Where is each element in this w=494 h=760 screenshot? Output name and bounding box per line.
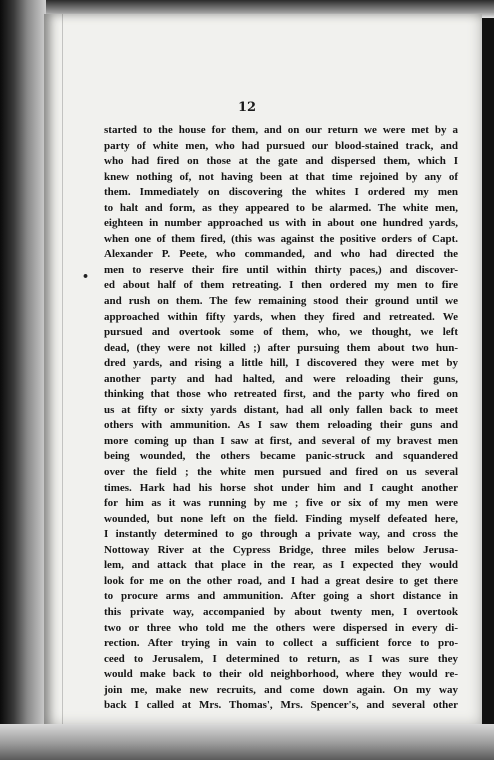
- text-line: us at fifty or sixty yards distant, had all only fallen back to meet: [104, 403, 458, 416]
- text-line: for him as it was running by me ; five or six of my men were: [104, 497, 458, 510]
- text-line: times. Hark had his horse shot under him and I caught another: [104, 481, 458, 494]
- text-line: when one of them fired, (this was against the positive orders of Capt.: [104, 232, 458, 245]
- text-line: being wounded, the others became panic-struck and squandered: [104, 450, 458, 463]
- text-line: men to reserve their fire until within thirty paces,) and discover-: [104, 263, 458, 276]
- text-line: Alexander P. Peete, who commanded, and who had directed the: [104, 248, 458, 261]
- text-line: thinking that those who retreated first, and the party who fired on: [104, 388, 458, 401]
- scan-bottom-edge: [0, 724, 494, 760]
- text-line: dred yards, and rising a little hill, I discovered they were met by: [104, 357, 458, 370]
- text-line: I instantly determined to go through a private way, and cross the: [104, 528, 458, 541]
- text-line: more coming up than I saw at first, and several of my bravest men: [104, 434, 458, 447]
- page-number: 12: [237, 100, 257, 115]
- text-line: over the field ; the white men pursued and fired on us several: [104, 466, 458, 479]
- text-line: two or three who told me the others were dispersed in every di-: [104, 621, 458, 634]
- text-line: rection. After trying in vain to collect a sufficient force to pro-: [104, 637, 458, 650]
- text-line: lem, and attack that place in the rear, as I expected they would: [104, 559, 458, 572]
- text-line: eighteen in number approached us with in about one hundred yards,: [104, 217, 458, 230]
- text-line: this private way, accompanied by about twenty men, I overtook: [104, 605, 458, 618]
- text-line: who had fired on those at the gate and dispersed them, which I: [104, 155, 458, 168]
- text-line: Nottoway River at the Cypress Bridge, three miles below Jerusa-: [104, 543, 458, 556]
- text-line: pursued and overtook some of them, who, we thought, we left: [104, 326, 458, 339]
- text-line: them. Immediately on discovering the whites I ordered my men: [104, 186, 458, 199]
- text-line: and rush on them. The few remaining stood their ground until we: [104, 295, 458, 308]
- margin-mark: •: [82, 270, 90, 283]
- text-line: ceed to Jerusalem, I determined to return, as I was sure they: [104, 652, 458, 665]
- margin-rule: [62, 14, 63, 724]
- text-line: join me, make new recruits, and come down again. On my way: [104, 683, 458, 696]
- text-line: to procure arms and ammunition. After going a short distance in: [104, 590, 458, 603]
- text-line: dead, (they were not killed ;) after pursuing them about two hun-: [104, 341, 458, 354]
- text-line: approached within fifty yards, when they fired and retreated. We: [104, 310, 458, 323]
- text-line: wounded, but none left on the field. Finding myself defeated here,: [104, 512, 458, 525]
- text-line: party of white men, who had pursued our blood-stained track, and: [104, 139, 458, 152]
- body-text: [104, 123, 458, 714]
- text-line: look for me on the other road, and I had a great desire to get there: [104, 574, 458, 587]
- text-line: ed about half of them retreating. I then ordered my men to fire: [104, 279, 458, 292]
- text-line: others with ammunition. As I saw them reloading their guns and: [104, 419, 458, 432]
- text-line: another party and had halted, and were reloading their guns,: [104, 372, 458, 385]
- text-line: knew nothing of, not having been at that time rejoined by any of: [104, 170, 458, 183]
- text-line: would make back to their old neighborhood, where they would re-: [104, 668, 458, 681]
- text-line: started to the house for them, and on our return we were met by a: [104, 124, 458, 136]
- text-line: to halt and form, as they appeared to be alarmed. The white men,: [104, 201, 458, 214]
- text-line: back I called at Mrs. Thomas', Mrs. Spencer's, and several other: [104, 699, 458, 712]
